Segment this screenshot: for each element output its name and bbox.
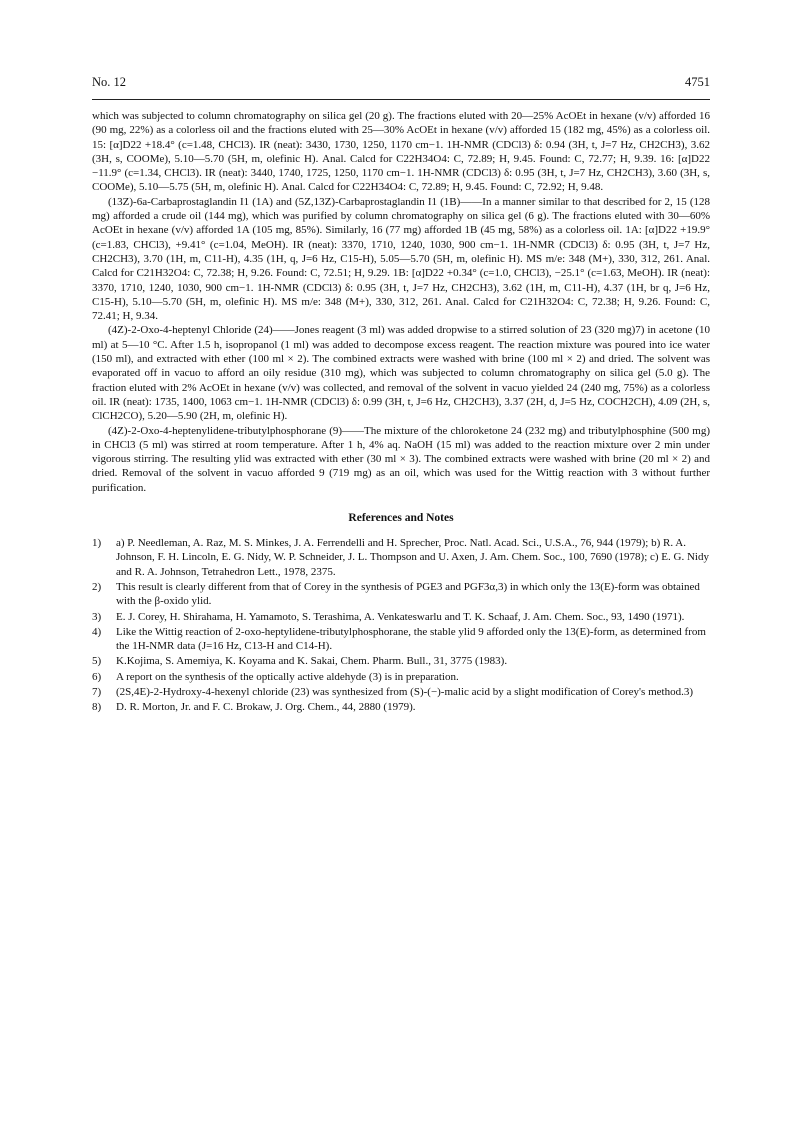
reference-item — [92, 670, 710, 684]
paragraph-carbaprostaglandin: (13Z)-6a-Carbaprostaglandin I1 (1A) and (5Z,13Z)-Carbaprostaglandin I1 (1B)——In a manner similar to that described for 2, 15 (128 mg) afforded a crude oil (144 mg), which was purified by column chromatography on silica gel (6 g). The fractions eluted with 30—60% AcOEt in hexane (v/v) afforded 1A (105 mg, 85%). Similarly, 16 (77 mg) afforded 1B (45 mg, 58%) as a colorless oil. 1A: [α]D22 +19.9° (c=1.83, CHCl3), +9.41° (c=1.04, MeOH). IR (neat): 3370, 1710, 1240, 1030, 900 cm−1. 1H-NMR (CDCl3) δ: 0.95 (3H, t, J=7 Hz, CH2CH3), 3.70 (1H, m, C11-H), 4.35 (1H, q, J=6 Hz, C15-H), 5.05—5.70 (5H, m, olefinic H). MS m/e: 348 (M+), 330, 312, 261. Anal. Calcd for C21H32O4: C, 72.38; H, 9.26. Found: C, 72.51; H, 9.29. 1B: [α]D22 +0.34° (c=1.0, CHCl3), −25.1° (c=1.63, MeOH). IR (neat): 3370, 1710, 1240, 1030, 900 cm−1. 1H-NMR (CDCl3) δ: 0.95 (3H, t, J=7 Hz, CH2CH3), 3.62 (1H, m, C11-H), 4.37 (1H, br q, J=6 Hz, C15-H), 5.10—5.70 (5H, m, olefinic H). MS m/e: 348 (M+), 330, 312, 261. Anal. Calcd for C21H32O4: C, 72.38; H, 9.26. Found: C, 72.41; H, 9.34. — [92, 195, 710, 323]
reference-number: 1) — [92, 537, 102, 550]
paragraph-chloride-24: (4Z)-2-Oxo-4-heptenyl Chloride (24)——Jones reagent (3 ml) was added dropwise to a stirred solution of 23 (320 mg)7) in acetone (10 ml) at 5—10 °C. After 1.5 h, isopropanol (1 ml) was added to decompose excess reagent. The reaction mixture was poured into ice water (150 ml), and extracted with ether (100 ml × 2). The combined extracts were washed with brine (100 ml × 2) and dried. The solvent was evaporated off in vacuo to afford an oily residue (310 mg), which was subjected to column chromatography on silica gel (5.0 g). The fraction eluted with 2% AcOEt in hexane (v/v) was collected, and removal of the solvent in vacuo yielded 24 (240 mg, 75%) as a colorless oil. IR (neat): 1735, 1400, 1063 cm−1. 1H-NMR (CDCl3) δ: 0.99 (3H, t, J=6 Hz, CH2CH3), 3.37 (2H, d, J=5 Hz, COCH2CH), 4.09 (2H, s, ClCH2CO), 5.20—5.90 (2H, m, olefinic H). — [92, 324, 710, 423]
reference-number: 8) — [92, 701, 102, 714]
reference-item — [92, 654, 710, 668]
reference-item — [92, 625, 710, 654]
reference-text: E. J. Corey, H. Shirahama, H. Yamamoto, S. Terashima, A. Venkateswarlu and T. K. Schaaf, J. Am. Chem. Soc., 93, 1490 (1971). — [116, 610, 685, 623]
journal-issue: No. 12 — [92, 75, 127, 89]
reference-item — [92, 700, 710, 714]
page-number: 4751 — [685, 75, 710, 89]
reference-text: This result is clearly different from that of Corey in the synthesis of PGE3 and PGF3α,3) in which only the 13(E)-form was obtained with the β-oxido ylid. — [116, 580, 700, 608]
references-list — [92, 536, 710, 715]
page-header — [92, 75, 710, 97]
reference-text: a) P. Needleman, A. Raz, M. S. Minkes, J. A. Ferrendelli and H. Sprecher, Proc. Natl. Acad. Sci., U.S.A., 76, 944 (1979); b) R. A. Johnson, F. H. Lincoln, E. G. Nidy, W. P. Schneider, J. L. Thompson and U. Axen, J. Am. Chem. Soc., 100, 7690 (1978); c) E. G. Nidy and R. A. Johnson, Tetrahedron Lett., 1978, 2375. — [116, 537, 709, 578]
header-rule — [92, 99, 710, 100]
reference-text: Like the Wittig reaction of 2-oxo-heptylidene-tributylphosphorane, the stable ylid 9 afforded only the 13(E)-form, as determined from the 1H-NMR data (J=16 Hz, C13-H and C14-H). — [116, 625, 706, 653]
reference-number: 3) — [92, 610, 102, 623]
article-body — [92, 109, 710, 716]
reference-text: D. R. Morton, Jr. and F. C. Brokaw, J. Org. Chem., 44, 2880 (1979). — [116, 701, 416, 714]
references-heading: References and Notes — [348, 512, 454, 525]
reference-number: 5) — [92, 655, 102, 668]
reference-item — [92, 610, 710, 624]
reference-item — [92, 536, 710, 579]
reference-number: 4) — [92, 625, 102, 638]
reference-text: K.Kojima, S. Amemiya, K. Koyama and K. Sakai, Chem. Pharm. Bull., 31, 3775 (1983). — [116, 655, 508, 668]
reference-number: 2) — [92, 580, 102, 593]
paragraph-experimental-continued: which was subjected to column chromatography on silica gel (20 g). The fractions eluted with 20—25% AcOEt in hexane (v/v) afforded 16 (90 mg, 22%) as a colorless oil and the fractions eluted with 25—30% AcOEt in hexane (v/v) afforded 15 (182 mg, 45%) as a colorless oil. 15: [α]D22 +18.4° (c=1.48, CHCl3). IR (neat): 3430, 1730, 1250, 1170 cm−1. 1H-NMR (CDCl3) δ: 0.94 (3H, t, J=7 Hz, CH2CH3), 3.62 (3H, s, COOMe), 5.10—5.70 (5H, m, olefinic H). Anal. Calcd for C22H34O4: C, 72.89; H, 9.45. Found: C, 72.77; H, 9.39. 16: [α]D22 −11.9° (c=1.34, CHCl3). IR (neat): 3440, 1740, 1725, 1250, 1170 cm−1. 1H-NMR (CDCl3) δ: 0.95 (3H, t, J=7 Hz, CH2CH3), 3.60 (3H, s, COOMe), 5.10—5.75 (5H, m, olefinic H). Anal. Calcd for C22H34O4: C, 72.89; H, 9.45. Found: C, 72.92; H, 9.48. — [92, 110, 710, 194]
paragraph-phosphorane-9: (4Z)-2-Oxo-4-heptenylidene-tributylphosphorane (9)——The mixture of the chloroketone 24 (232 mg) and tributylphosphine (500 mg) in CHCl3 (5 ml) was stirred at room temperature. After 1 h, 4% aq. NaOH (15 ml) was added to the reaction mixture over 2 min under vigorous stirring. The resulting ylid was extracted with ether (30 ml × 3). The combined extracts were washed with brine (20 ml × 2) and dried. Removal of the solvent in vacuo afforded 9 (719 mg) as an oil, which was used for the Wittig reaction with 3 without further purification. — [92, 424, 710, 494]
reference-text: A report on the synthesis of the optically active aldehyde (3) is in preparation. — [116, 670, 459, 683]
reference-number: 7) — [92, 685, 102, 698]
reference-item — [92, 580, 710, 609]
reference-item — [92, 685, 710, 699]
reference-number: 6) — [92, 670, 102, 683]
reference-text: (2S,4E)-2-Hydroxy-4-hexenyl chloride (23) was synthesized from (S)-(−)-malic acid by a slight modification of Corey's method.3) — [116, 685, 693, 698]
